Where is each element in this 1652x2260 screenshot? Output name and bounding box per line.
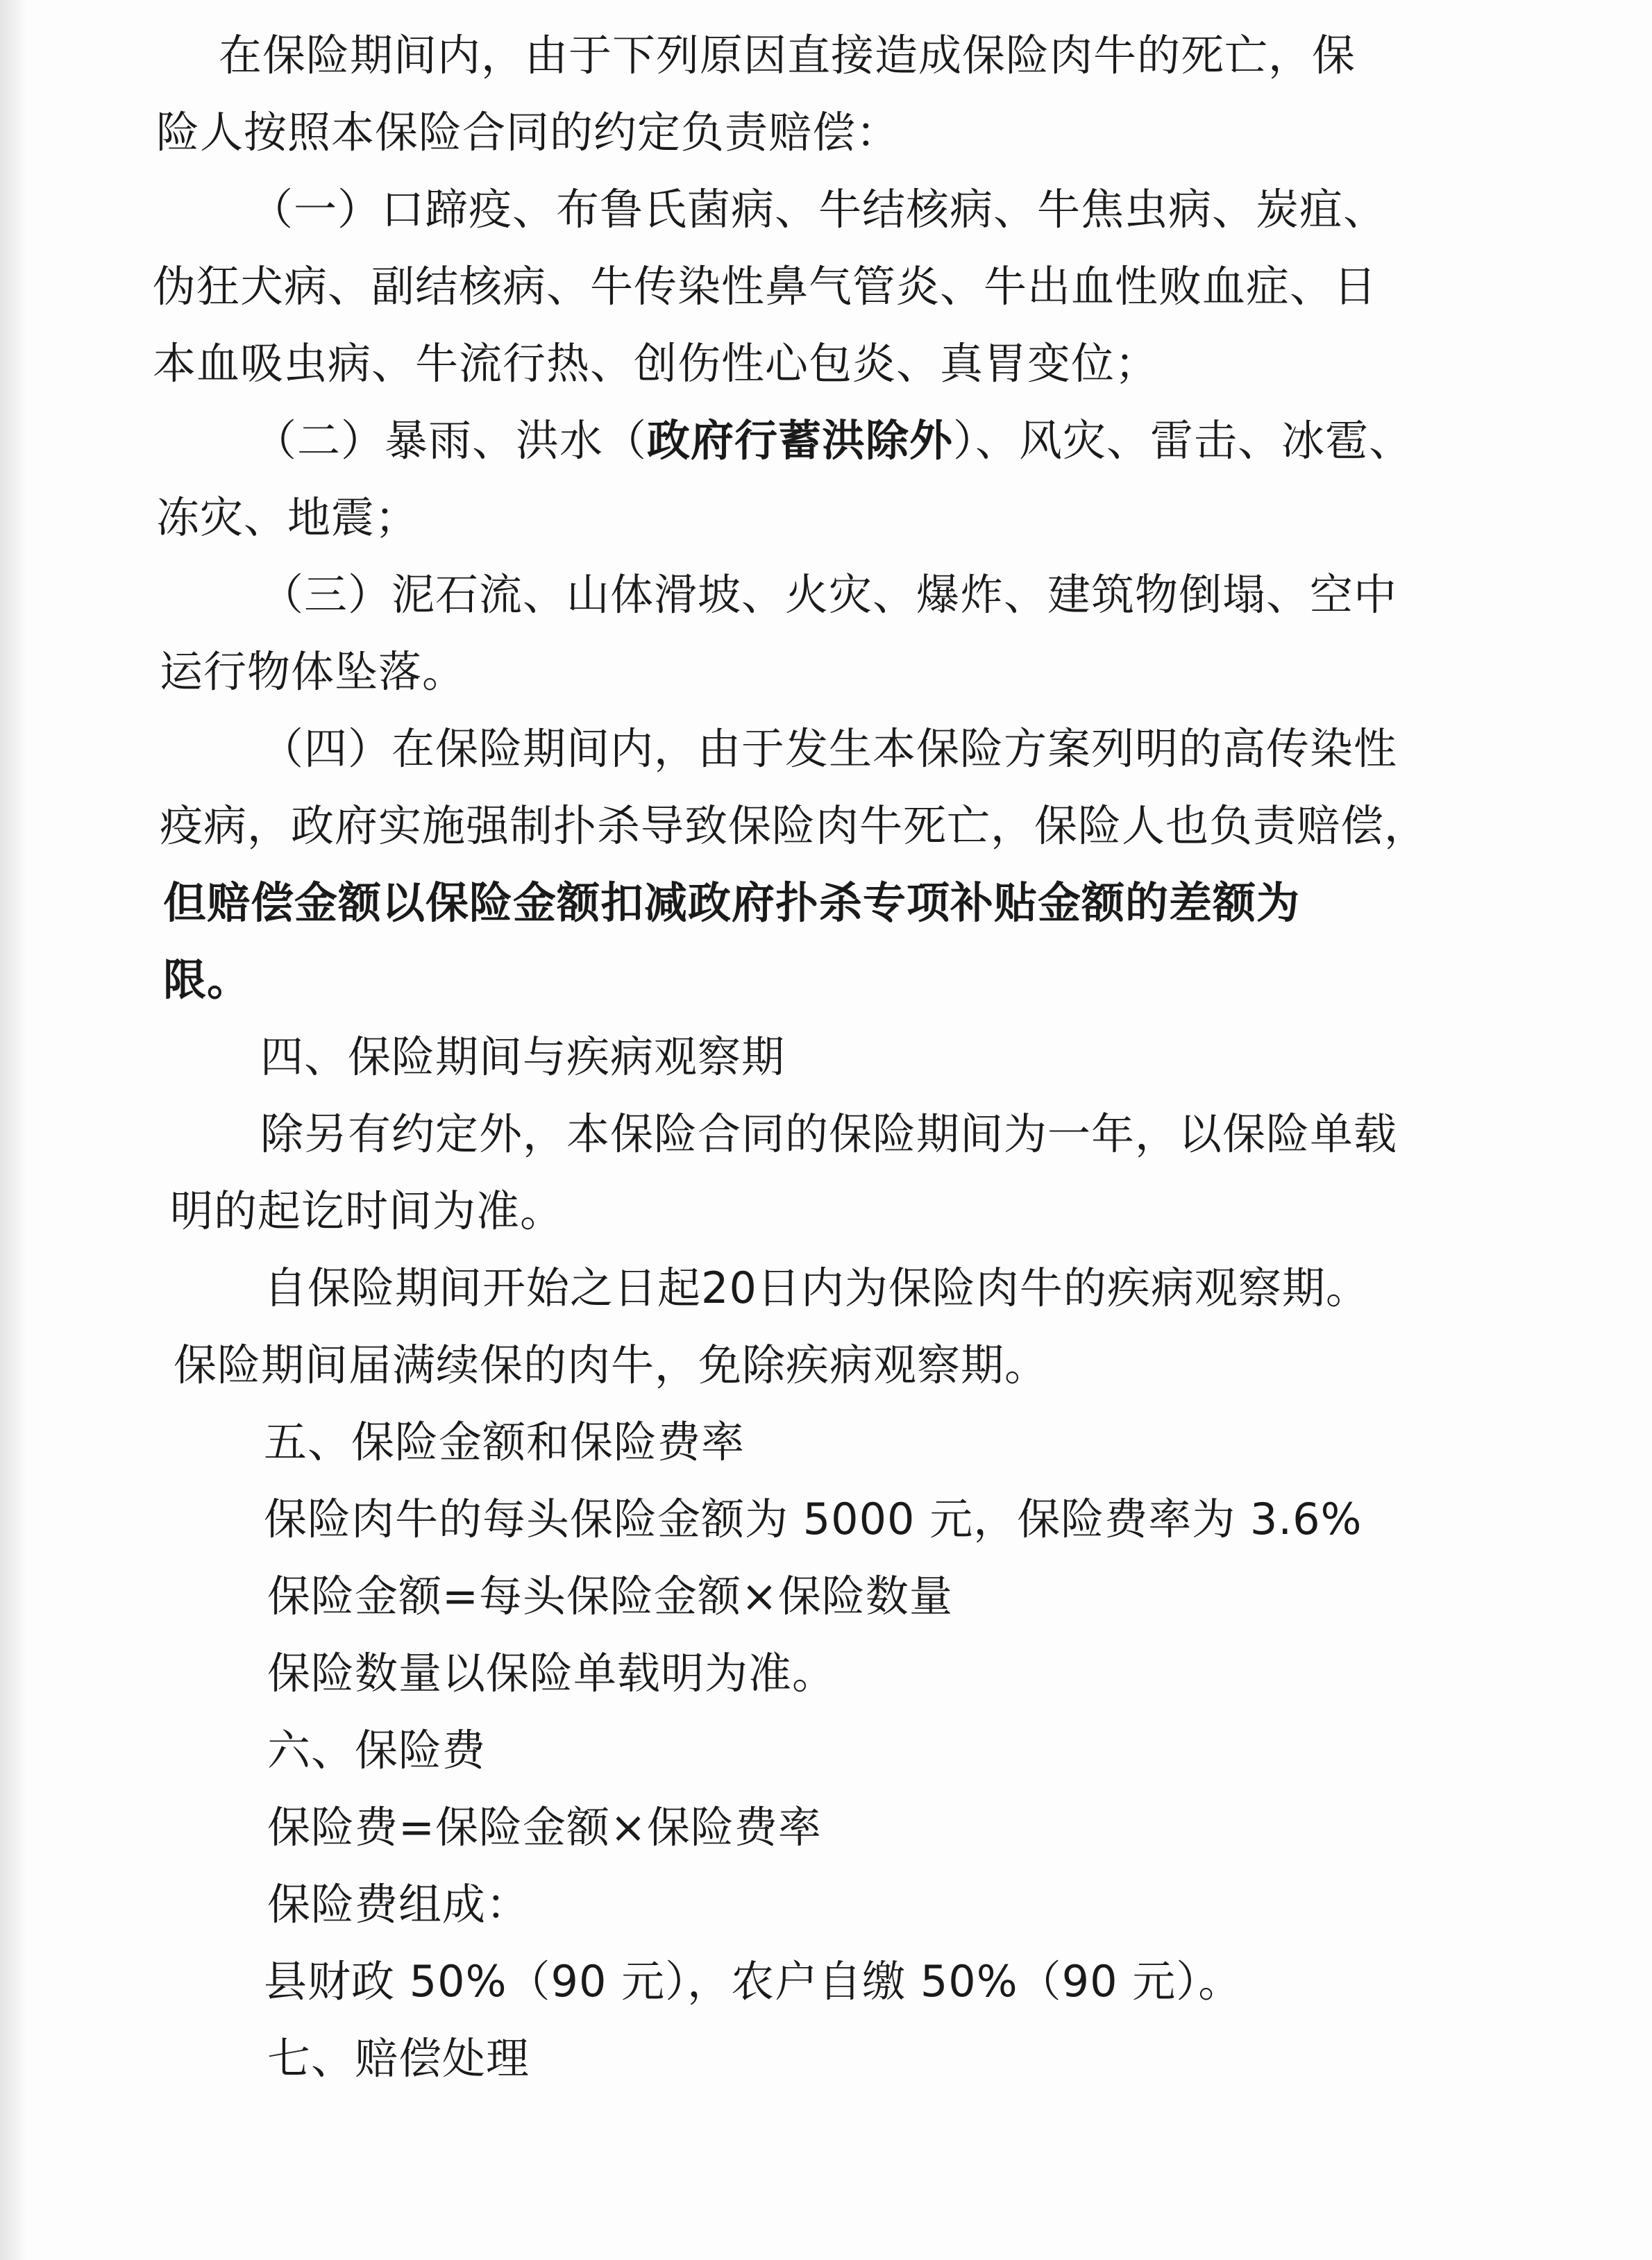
page-edge-shadow — [0, 0, 28, 2260]
paragraph-line: 县财政 50%（90 元），农户自缴 50%（90 元）。 — [264, 1956, 1242, 2007]
paragraph-line: 自保险期间开始之日起20日内为保险肉牛的疾病观察期。 — [264, 1263, 1369, 1313]
bold-emphasis-line: 但赔偿金额以保险金额扣减政府扑杀专项补贴金额的差额为 — [163, 877, 1301, 928]
paragraph-line: 保险肉牛的每头保险金额为 5000 元，保险费率为 3.6% — [264, 1494, 1363, 1544]
paragraph-line: 明的起讫时间为准。 — [170, 1186, 564, 1236]
list-item-text: （二）暴雨、洪水（ — [253, 415, 648, 466]
bold-emphasis-line: 限。 — [163, 954, 251, 1005]
list-item-line: 本血吸虫病、牛流行热、创伤性心包炎、真胃变位； — [153, 338, 1159, 389]
list-item-line: （三）泥石流、山体滑坡、火灾、爆炸、建筑物倒塌、空中 — [260, 569, 1398, 620]
paragraph-line: 险人按照本保险合同的约定负责赔偿： — [156, 107, 900, 158]
formula-line: 保险费=保险金额×保险费率 — [267, 1802, 822, 1853]
paragraph-line: 保险费组成： — [267, 1879, 530, 1930]
list-item-line: 疫病，政府实施强制扑杀导致保险肉牛死亡，保险人也负责赔偿， — [160, 800, 1428, 851]
list-item-line: 伪狂犬病、副结核病、牛传染性鼻气管炎、牛出血性败血症、日 — [153, 261, 1378, 312]
paragraph-line: 在保险期间内，由于下列原因直接造成保险肉牛的死亡，保 — [219, 30, 1356, 81]
formula-line: 保险金额=每头保险金额×保险数量 — [267, 1571, 953, 1621]
paragraph-line: 保险数量以保险单载明为准。 — [267, 1648, 836, 1698]
list-item-line: （一）口蹄疫、布鲁氏菌病、牛结核病、牛焦虫病、炭疽、 — [250, 184, 1388, 235]
section-heading: 五、保险金额和保险费率 — [264, 1417, 745, 1467]
list-item-line: 冻灾、地震； — [156, 492, 419, 543]
section-heading: 四、保险期间与疾病观察期 — [260, 1031, 786, 1082]
list-item-line: 运行物体坠落。 — [160, 646, 466, 697]
paragraph-line: 保险期间届满续保的肉牛，免除疾病观察期。 — [174, 1340, 1049, 1390]
list-item-text: ）、风灾、雷击、冰雹、 — [953, 415, 1413, 466]
list-item-line: （四）在保险期间内，由于发生本保险方案列明的高传染性 — [260, 723, 1398, 774]
list-item-line — [253, 413, 1413, 469]
paragraph-line: 除另有约定外，本保险合同的保险期间为一年，以保险单载 — [260, 1108, 1398, 1159]
section-heading: 七、赔偿处理 — [267, 2033, 530, 2084]
bold-emphasis: 政府行蓄洪除外 — [647, 415, 954, 466]
section-heading: 六、保险费 — [267, 1725, 487, 1776]
